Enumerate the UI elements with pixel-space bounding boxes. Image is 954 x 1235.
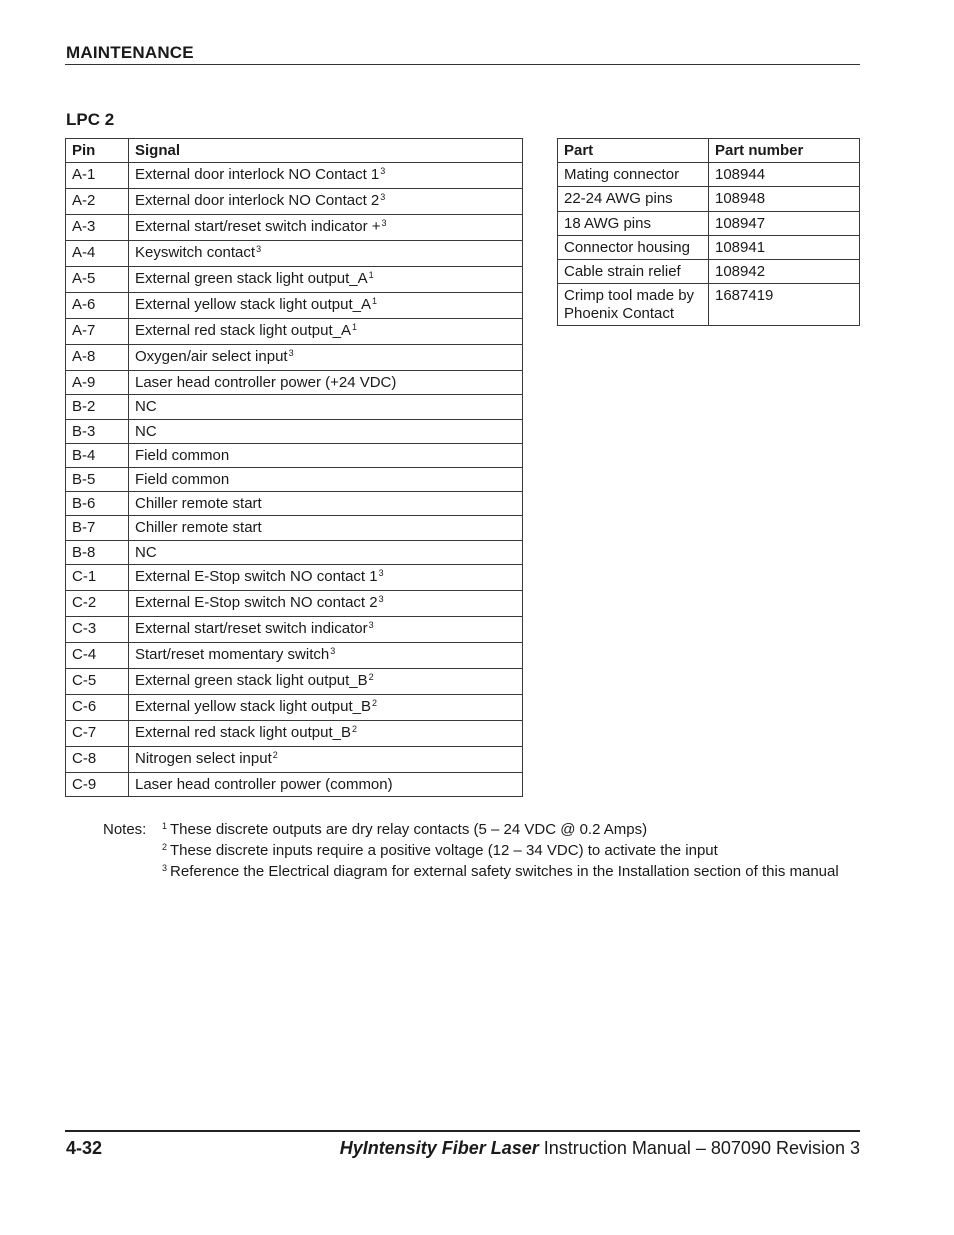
signal-cell	[129, 720, 523, 746]
section-header: MAINTENANCE	[66, 43, 194, 62]
note-item	[162, 820, 839, 841]
column-header-part-number: Part number	[709, 139, 860, 163]
signal-cell	[129, 540, 523, 564]
signal-text: Field common	[135, 446, 230, 464]
page-number: 4-32	[66, 1138, 103, 1158]
table-row	[66, 492, 523, 516]
pin-cell: B-4	[66, 443, 129, 467]
signal-text: Start/reset momentary switch	[135, 645, 330, 663]
signal-text: External yellow stack light output_A	[135, 296, 371, 314]
part-number-cell: 108944	[709, 163, 860, 187]
signal-text: External E-Stop switch NO contact 2	[135, 593, 378, 611]
note-text: These discrete outputs are dry relay contacts (5 – 24 VDC @ 0.2 Amps)	[170, 821, 648, 838]
signal-cell	[129, 564, 523, 590]
table-row	[66, 564, 523, 590]
signal-cell	[129, 694, 523, 720]
note-item	[162, 862, 839, 883]
note-text: Reference the Electrical diagram for external safety switches in the Installation section of this manual	[170, 863, 839, 880]
footnote-ref: 2	[272, 749, 278, 760]
signal-text: External red stack light output_A	[135, 322, 351, 340]
column-header-signal: Signal	[129, 139, 523, 163]
signal-cell	[129, 668, 523, 694]
pin-cell: B-8	[66, 540, 129, 564]
footnote-ref: 3	[380, 166, 386, 177]
signal-cell	[129, 163, 523, 189]
part-number-cell: 108948	[709, 187, 860, 211]
column-header-pin: Pin	[66, 139, 129, 163]
signal-text: External green stack light output_B	[135, 671, 368, 689]
table-row	[558, 187, 860, 211]
part-name: Mating connector	[564, 166, 680, 184]
signal-text: External start/reset switch indicator	[135, 619, 368, 637]
footer-document-title	[340, 1138, 860, 1159]
pin-cell: B-6	[66, 492, 129, 516]
signal-cell	[129, 642, 523, 668]
part-cell	[558, 211, 709, 235]
footnote-ref: 2	[368, 671, 374, 682]
part-cell	[558, 187, 709, 211]
part-number-cell: 108941	[709, 235, 860, 259]
table-row	[66, 163, 523, 189]
manual-reference: Instruction Manual – 807090 Revision 3	[538, 1138, 860, 1158]
part-number-cell: 1687419	[709, 284, 860, 326]
note-number: 2	[162, 842, 168, 852]
pin-cell: B-2	[66, 395, 129, 419]
note-number: 3	[162, 863, 168, 873]
pin-cell: C-4	[66, 642, 129, 668]
signal-text: External yellow stack light output_B	[135, 697, 371, 715]
signal-cell	[129, 371, 523, 395]
footnote-ref: 3	[256, 244, 262, 255]
signal-text: External green stack light output_A	[135, 270, 368, 288]
pin-cell: C-7	[66, 720, 129, 746]
table-row	[66, 668, 523, 694]
signal-text: NC	[135, 398, 157, 416]
table-row	[66, 241, 523, 267]
signal-cell	[129, 492, 523, 516]
footnote-ref: 3	[380, 192, 386, 203]
part-name-line2: Phoenix Contact	[564, 305, 675, 323]
pin-cell: A-3	[66, 215, 129, 241]
signal-cell	[129, 516, 523, 540]
signal-cell	[129, 241, 523, 267]
footnote-ref: 3	[330, 645, 336, 656]
table-row	[66, 540, 523, 564]
footnote-ref: 3	[381, 218, 387, 229]
pin-cell: A-5	[66, 267, 129, 293]
part-name: Cable strain relief	[564, 262, 681, 280]
signal-cell	[129, 267, 523, 293]
table-row	[66, 772, 523, 796]
table-row	[66, 319, 523, 345]
pin-cell: C-9	[66, 772, 129, 796]
part-name: 22-24 AWG pins	[564, 190, 673, 208]
signal-text: Keyswitch contact	[135, 244, 256, 262]
pin-cell: A-1	[66, 163, 129, 189]
footnote-ref: 3	[378, 593, 384, 604]
pin-cell: C-5	[66, 668, 129, 694]
footnote-ref: 1	[371, 296, 377, 307]
signal-text: External E-Stop switch NO contact 1	[135, 567, 378, 585]
notes-list	[162, 820, 839, 883]
signal-cell	[129, 467, 523, 491]
signal-text: Laser head controller power (+24 VDC)	[135, 374, 397, 392]
signal-cell	[129, 395, 523, 419]
table-row	[558, 259, 860, 283]
column-header-part: Part	[558, 139, 709, 163]
signal-text: Chiller remote start	[135, 495, 262, 513]
pin-cell: C-1	[66, 564, 129, 590]
pin-cell: B-7	[66, 516, 129, 540]
table-row	[66, 516, 523, 540]
signal-text: External door interlock NO Contact 2	[135, 192, 380, 210]
note-number: 1	[162, 821, 168, 831]
table-header-row	[558, 139, 860, 163]
table-row	[66, 189, 523, 215]
table-row	[558, 163, 860, 187]
table-row	[66, 443, 523, 467]
pin-cell: C-3	[66, 616, 129, 642]
footer-divider	[65, 1130, 860, 1132]
header-divider	[65, 64, 860, 65]
part-cell	[558, 235, 709, 259]
table-row	[66, 642, 523, 668]
notes-label: Notes:	[103, 821, 147, 838]
table-title: LPC 2	[66, 110, 115, 129]
table-row	[66, 694, 523, 720]
pin-cell: C-8	[66, 746, 129, 772]
signal-text: NC	[135, 543, 157, 561]
signal-cell	[129, 215, 523, 241]
pin-cell: B-3	[66, 419, 129, 443]
signal-text: Nitrogen select input	[135, 749, 272, 767]
note-item	[162, 841, 839, 862]
footnote-ref: 2	[351, 723, 357, 734]
table-row	[558, 235, 860, 259]
signal-cell	[129, 345, 523, 371]
table-row	[558, 284, 860, 326]
signal-cell	[129, 419, 523, 443]
table-row	[66, 293, 523, 319]
table-header-row	[66, 139, 523, 163]
table-row	[66, 746, 523, 772]
signal-text: NC	[135, 422, 157, 440]
pin-cell: A-9	[66, 371, 129, 395]
part-cell	[558, 163, 709, 187]
part-number-cell: 108947	[709, 211, 860, 235]
table-row	[66, 419, 523, 443]
footnote-ref: 3	[368, 619, 374, 630]
table-row	[66, 371, 523, 395]
table-row	[66, 590, 523, 616]
product-name: HyIntensity Fiber Laser	[339, 1138, 539, 1158]
signal-text: External door interlock NO Contact 1	[135, 166, 380, 184]
signal-text: Oxygen/air select input	[135, 348, 288, 366]
signal-cell	[129, 319, 523, 345]
table-row	[66, 267, 523, 293]
table-row	[558, 211, 860, 235]
table-row	[66, 616, 523, 642]
pin-signal-table	[65, 138, 523, 797]
footnote-ref: 1	[368, 270, 374, 281]
pin-cell: A-6	[66, 293, 129, 319]
table-row	[66, 720, 523, 746]
signal-cell	[129, 293, 523, 319]
part-number-cell: 108942	[709, 259, 860, 283]
footnote-ref: 3	[378, 567, 384, 578]
part-name: Connector housing	[564, 238, 690, 256]
signal-cell	[129, 189, 523, 215]
pin-cell: A-2	[66, 189, 129, 215]
signal-text: External red stack light output_B	[135, 723, 351, 741]
signal-cell	[129, 616, 523, 642]
pin-cell: A-7	[66, 319, 129, 345]
signal-cell	[129, 746, 523, 772]
parts-table	[557, 138, 860, 326]
table-row	[66, 467, 523, 491]
part-name: Crimp tool made by	[564, 287, 695, 305]
signal-text: Field common	[135, 470, 230, 488]
part-cell	[558, 259, 709, 283]
footnote-ref: 1	[351, 322, 357, 333]
pin-cell: C-2	[66, 590, 129, 616]
part-name: 18 AWG pins	[564, 214, 651, 232]
signal-cell	[129, 590, 523, 616]
signal-cell	[129, 772, 523, 796]
note-text: These discrete inputs require a positive voltage (12 – 34 VDC) to activate the input	[170, 842, 718, 859]
signal-text: Laser head controller power (common)	[135, 775, 393, 793]
part-cell	[558, 284, 709, 326]
pin-cell: C-6	[66, 694, 129, 720]
signal-cell	[129, 443, 523, 467]
footnote-ref: 2	[371, 697, 377, 708]
pin-cell: A-4	[66, 241, 129, 267]
footnote-ref: 3	[288, 348, 294, 359]
table-row	[66, 395, 523, 419]
pin-cell: A-8	[66, 345, 129, 371]
signal-text: Chiller remote start	[135, 519, 262, 537]
table-row	[66, 215, 523, 241]
pin-cell: B-5	[66, 467, 129, 491]
table-row	[66, 345, 523, 371]
signal-text: External start/reset switch indicator +	[135, 218, 381, 236]
